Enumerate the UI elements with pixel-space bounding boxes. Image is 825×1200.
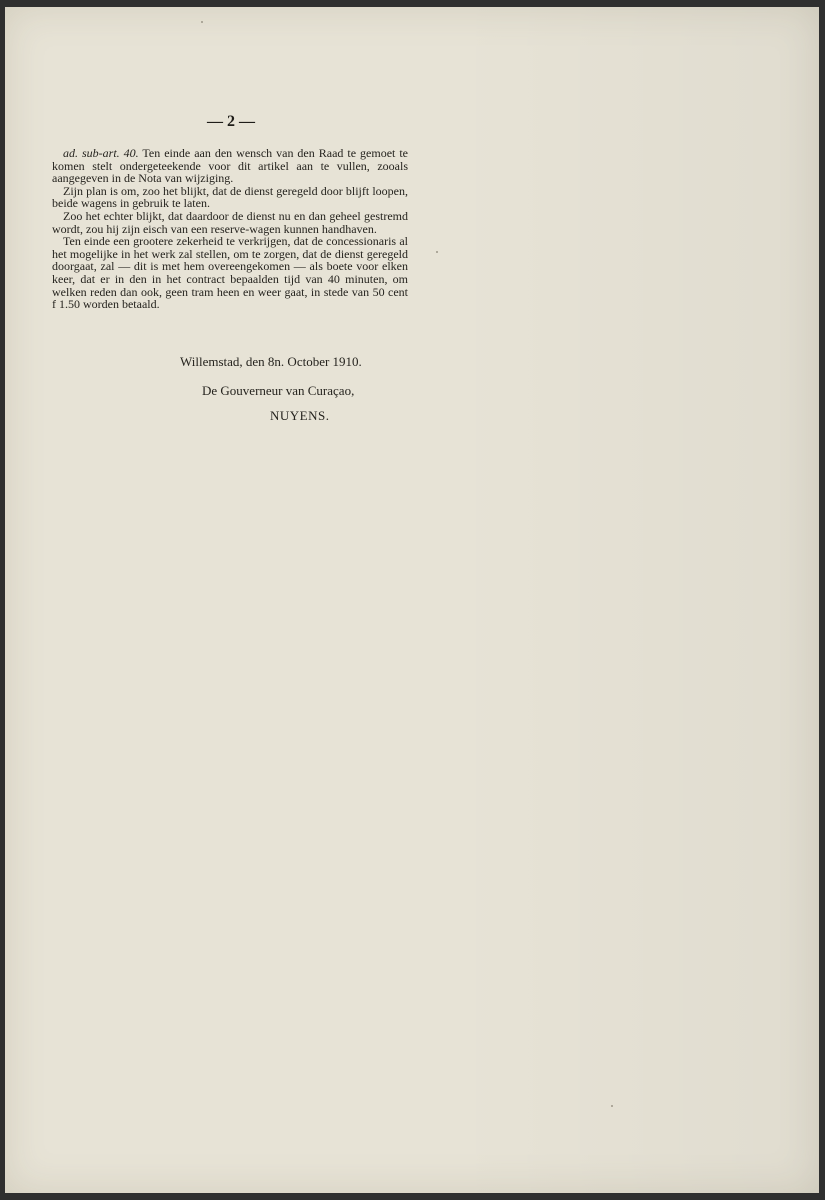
paragraph-reserve-wagen: Zoo het echter blijkt, dat daardoor de dienst nu en dan geheel gestremd wordt, zou hij zijn eisch van een reserve-wagen kunnen handhaven. [52,208,408,236]
paragraph-sub-art-40 [52,147,408,185]
page-number: — 2 — [207,113,255,130]
paragraph-lead: ad. sub-art. 40. [63,146,139,160]
place-date: Willemstad, den 8n. October 1910. [180,354,362,369]
paragraph-plan: Zijn plan is om, zoo het blijkt, dat de dienst geregeld door blijft loopen, beide wagens in gebruik te laten. [52,183,408,211]
paper-speck [201,21,203,23]
governor-title: De Gouverneur van Curaçao, [202,383,355,398]
page-fold-shadow [450,7,819,1193]
paragraph-boete: Ten einde een grootere zekerheid te verkrijgen, dat de concessionaris al het mogelijke in het werk zal stellen, om te zorgen, dat de dienst geregeld doorgaat, zal — dit is met hem overeengekomen — als boete voor elken keer, dat er in den in het contract bepaalden tijd van 40 minuten, om welken reden dan ook, geen tram heen en weer gaat, in stede van 50 cent f 1.50 worden betaald. [52,234,408,312]
document-body [52,147,408,311]
paper-speck [436,251,438,253]
signature: NUYENS. [270,408,330,423]
document-page [5,7,819,1193]
paper-speck [611,1105,613,1107]
paragraph-text: Ten einde aan den wensch van den Raad te gemoet te komen stelt ondergeteekende voor dit artikel aan te vullen, zooals aangegeven in de Nota van wijziging. [52,146,409,186]
